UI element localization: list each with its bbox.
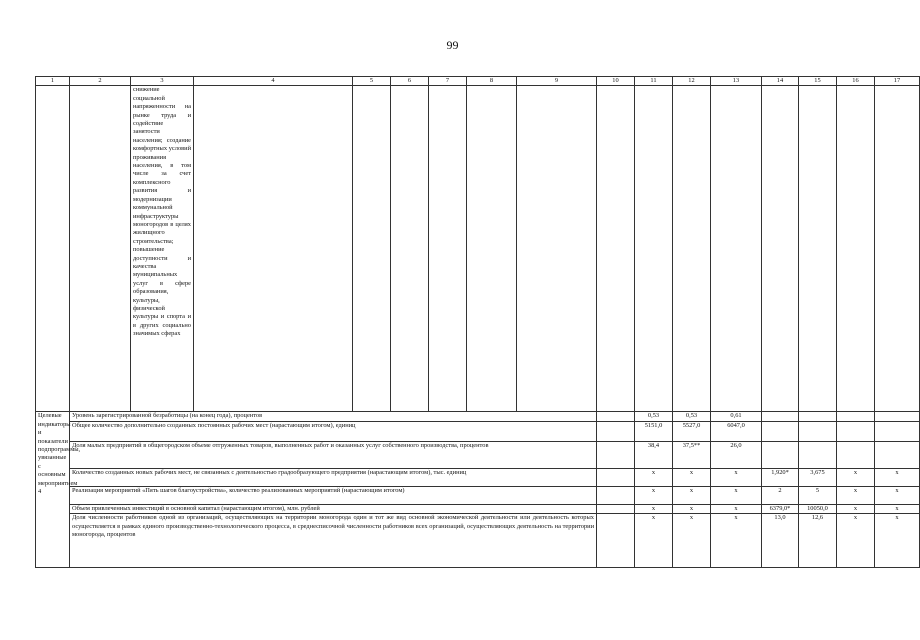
column-number: 16 — [837, 77, 875, 86]
indicator-value: 37,5** — [673, 441, 711, 468]
indicator-value: 26,0 — [711, 441, 762, 468]
empty-cell — [597, 441, 635, 468]
indicator-value — [875, 412, 920, 421]
indicator-value: 0,53 — [673, 412, 711, 421]
column-number: 10 — [597, 77, 635, 86]
empty-cell — [353, 86, 391, 412]
indicator-value — [799, 412, 837, 421]
indicator-value — [762, 412, 799, 421]
column-number: 2 — [70, 77, 131, 86]
empty-cell — [391, 86, 429, 412]
indicator-value: 10050,0 — [799, 504, 837, 513]
indicator-value — [837, 441, 875, 468]
indicator-row — [36, 412, 920, 421]
indicator-value: 2 — [762, 486, 799, 504]
indicator-value: 12,6 — [799, 514, 837, 568]
empty-cell — [875, 86, 920, 412]
indicator-value — [837, 421, 875, 441]
empty-cell — [635, 86, 673, 412]
indicator-value: x — [711, 504, 762, 513]
indicator-value: x — [837, 486, 875, 504]
column-number: 3 — [131, 77, 194, 86]
empty-cell — [597, 514, 635, 568]
empty-cell — [70, 86, 131, 412]
indicator-value: x — [635, 468, 673, 486]
indicator-value: x — [635, 514, 673, 568]
indicator-name: Количество созданных новых рабочих мест, не связанных с деятельностью градообразующего предприятия (нарастающим итогом), тыс. единиц — [70, 468, 597, 486]
indicator-row — [36, 504, 920, 513]
indicator-value: 1,920* — [762, 468, 799, 486]
indicator-value — [799, 421, 837, 441]
indicator-name: Доля численности работников одной из организаций, осуществляющих на территории моногорода один и тот же вид основной экономической деятельности или деятельность которых осуществляется в рамках единого производственно-технологического процесса, в среднесписочной численности работников всех организаций, осуществляющих деятельность на территории моногорода, процентов — [70, 514, 597, 568]
indicator-value: x — [875, 468, 920, 486]
indicator-value: 0,53 — [635, 412, 673, 421]
column-number: 13 — [711, 77, 762, 86]
empty-cell — [597, 421, 635, 441]
indicator-group-label: Целевые индикаторы и показатели подпрограммы, увязанные с основным мероприятием 4 — [36, 412, 70, 568]
empty-cell — [597, 86, 635, 412]
program-table — [35, 76, 920, 568]
indicator-name: Доля малых предприятий в общегородском объеме отгруженных товаров, выполненных работ и оказанных услуг собственного производства, процентов — [70, 441, 597, 468]
indicator-value — [837, 412, 875, 421]
empty-cell — [837, 86, 875, 412]
column-number: 14 — [762, 77, 799, 86]
indicator-value: x — [875, 486, 920, 504]
indicator-value: x — [837, 514, 875, 568]
indicator-value: x — [711, 486, 762, 504]
indicator-value — [875, 441, 920, 468]
empty-cell — [597, 468, 635, 486]
indicator-name: Общее количество дополнительно созданных постоянных рабочих мест (нарастающим итогом), единиц — [70, 421, 597, 441]
empty-cell — [762, 86, 799, 412]
indicator-value: x — [837, 504, 875, 513]
indicator-value: 38,4 — [635, 441, 673, 468]
column-number: 11 — [635, 77, 673, 86]
indicator-name: Уровень зарегистрированной безработицы (на конец года), процентов — [70, 412, 597, 421]
tasks-cell: снижение социальной напряженности на рынке труда и содействие занятости населения; создание комфортных условий проживания населения, в том числе за счет комплексного развития и модернизации коммунальной инфраструктуры моногородов в целях жилищного строительства; повышение доступности и качества муниципальных услуг в сфере образования, культуры, физической культуры и спорта и в других социально значимых сферах — [131, 86, 194, 412]
indicator-value: x — [635, 486, 673, 504]
indicator-value: x — [673, 514, 711, 568]
indicator-value: 5 — [799, 486, 837, 504]
indicator-value: 6379,0* — [762, 504, 799, 513]
indicator-value: 5527,0 — [673, 421, 711, 441]
empty-cell — [194, 86, 353, 412]
indicator-value: 5151,0 — [635, 421, 673, 441]
column-number: 4 — [194, 77, 353, 86]
column-number: 8 — [467, 77, 517, 86]
column-number: 15 — [799, 77, 837, 86]
column-number: 6 — [391, 77, 429, 86]
column-number: 5 — [353, 77, 391, 86]
indicator-value: x — [673, 486, 711, 504]
indicator-name: Реализация мероприятий «Пять шагов благоустройства», количество реализованных мероприятий (нарастающим итогом) — [70, 486, 597, 504]
indicator-row — [36, 421, 920, 441]
column-number: 7 — [429, 77, 467, 86]
empty-cell — [467, 86, 517, 412]
indicator-value: 3,675 — [799, 468, 837, 486]
indicator-row — [36, 486, 920, 504]
indicator-value — [762, 421, 799, 441]
column-number: 17 — [875, 77, 920, 86]
indicator-row — [36, 441, 920, 468]
indicator-value: x — [837, 468, 875, 486]
indicator-name: Объем привлеченных инвестиций в основной капитал (нарастающим итогом), млн. рублей — [70, 504, 597, 513]
indicator-value: 0,61 — [711, 412, 762, 421]
indicator-value: 13,0 — [762, 514, 799, 568]
indicator-value: 6047,0 — [711, 421, 762, 441]
indicator-value — [762, 441, 799, 468]
empty-cell — [36, 86, 70, 412]
indicator-value: x — [711, 514, 762, 568]
empty-cell — [597, 486, 635, 504]
empty-cell — [673, 86, 711, 412]
indicator-row — [36, 468, 920, 486]
page-number: 99 — [446, 38, 459, 52]
empty-cell — [799, 86, 837, 412]
indicator-value: x — [875, 504, 920, 513]
indicator-value: x — [673, 468, 711, 486]
tasks-row — [36, 86, 920, 412]
indicator-value: x — [635, 504, 673, 513]
column-number: 12 — [673, 77, 711, 86]
indicator-row — [36, 514, 920, 568]
empty-cell — [597, 412, 635, 421]
indicator-value — [799, 441, 837, 468]
indicator-value: x — [711, 468, 762, 486]
column-number: 1 — [36, 77, 70, 86]
empty-cell — [711, 86, 762, 412]
empty-cell — [429, 86, 467, 412]
indicator-value — [875, 421, 920, 441]
column-number: 9 — [517, 77, 597, 86]
column-number-row — [36, 77, 920, 86]
indicator-value: x — [875, 514, 920, 568]
empty-cell — [517, 86, 597, 412]
indicator-value: x — [673, 504, 711, 513]
empty-cell — [597, 504, 635, 513]
